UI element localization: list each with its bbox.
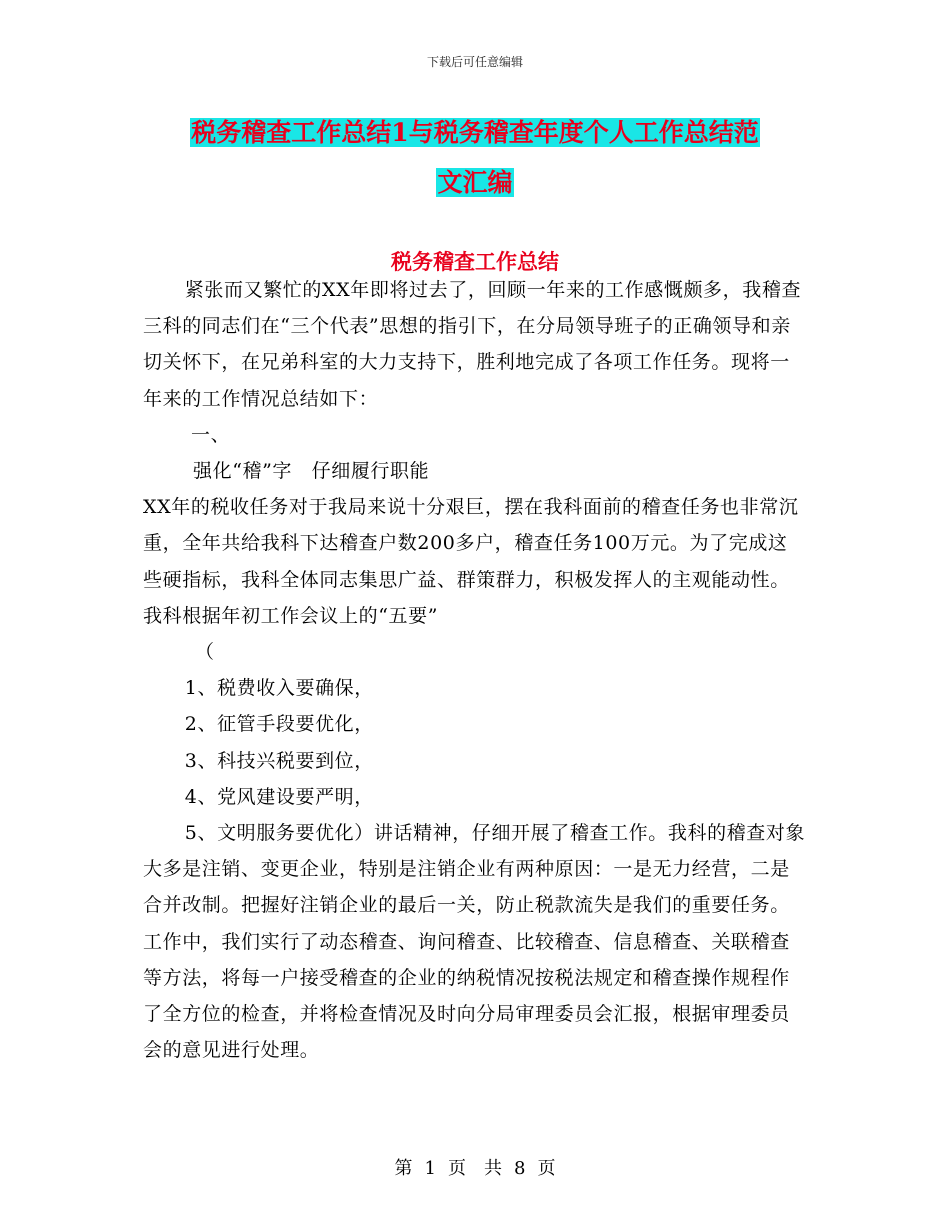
list-item-2: 2、征管手段要优化， [184, 713, 374, 736]
paragraph-open-paren: （ [195, 641, 215, 664]
header-note: 下载后可任意编辑 [426, 55, 523, 69]
list-item-4: 4、党风建设要严明， [184, 785, 374, 808]
footer-page-number: 1 [424, 1158, 436, 1179]
paragraph-heading: 强化“稽”字 仔细履行职能 [193, 460, 430, 483]
paragraph-heading-number: 一、 [191, 423, 231, 446]
list-item-1: 1、税费收入要确保， [184, 677, 374, 700]
body-text [143, 272, 807, 1068]
footer-suffix: 页 [537, 1158, 556, 1179]
title-line-1: 税务稽查工作总结1与税务稽查年度个人工作总结范 [191, 118, 759, 147]
paragraph-intro: 紧张而又繁忙的XX年即将过去了，回顾一年来的工作感慨颇多，我稽查三科的同志们在“三个代表”思想的指引下，在分局领导班子的正确领导和亲切关怀下，在兄弟科室的大力支持下，胜利地完成了各项工作任务。现将一年来的工作情况总结如下： [143, 279, 802, 410]
title-line-2: 文汇编 [437, 168, 513, 197]
list-item-3: 3、科技兴税要到位， [184, 749, 374, 772]
footer-prefix: 第 [394, 1158, 413, 1179]
footer-middle: 页 共 [448, 1158, 502, 1179]
section-title: 税务稽查工作总结 [391, 249, 559, 274]
footer-total-pages: 8 [514, 1158, 526, 1179]
page-footer [0, 1154, 950, 1180]
paragraph-tasks: XX年的税收任务对于我局来说十分艰巨，摆在我科面前的稽查任务也非常沉重，全年共给我科下达稽查户数200多户，稽查任务100万元。为了完成这些硬指标，我科全体同志集思广益、群策群力，积极发挥人的主观能动性。我科根据年初工作会议上的“五要” [143, 496, 799, 627]
document-title [140, 108, 810, 208]
list-item-5-and-body: 5、文明服务要优化）讲话精神，仔细开展了稽查工作。我科的稽查对象大多是注销、变更企业，特别是注销企业有两种原因：一是无力经营，二是合并改制。把握好注销企业的最后一关，防止税款流失是我们的重要任务。工作中，我们实行了动态稽查、询问稽查、比较稽查、信息稽查、关联稽查等方法，将每一户接受稽查的企业的纳税情况按税法规定和稽查操作规程作了全方位的检查，并将检查情况及时向分局审理委员会汇报，根据审理委员会的意见进行处理。 [143, 822, 806, 1062]
